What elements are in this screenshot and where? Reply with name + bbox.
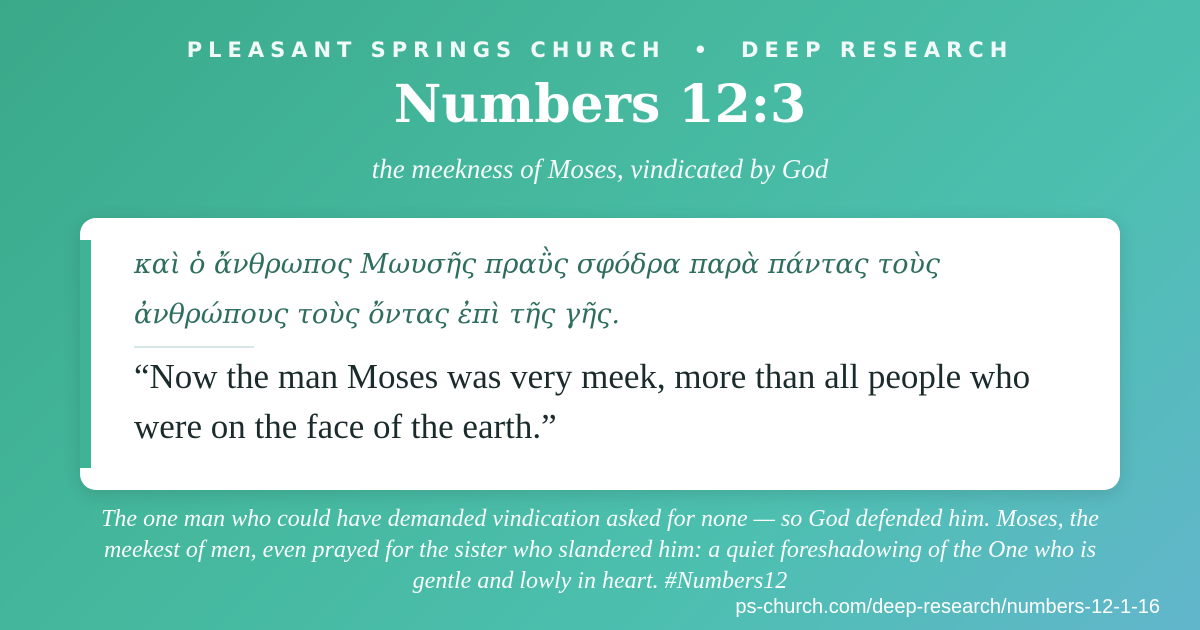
verse-card xyxy=(80,218,1120,490)
commentary-text: The one man who could have demanded vindication asked for none — so God defended him. Moses, the meekest of men, even prayed for the sister who slandered him: a quiet foreshadowing of the One who is gentle and lowly in heart. #Numbers12 xyxy=(101,506,1099,594)
page-title: Numbers 12:3 xyxy=(393,74,807,135)
english-verse: “Now the man Moses was very meek, more than all people who were on the face of the earth.” xyxy=(134,357,1031,446)
organization-name: PLEASANT SPRINGS CHURCH xyxy=(186,38,666,62)
page-url-link[interactable]: ps-church.com/deep-research/numbers-12-1-16 xyxy=(735,596,1160,618)
section-name: DEEP RESEARCH xyxy=(741,38,1014,62)
card-accent-bar xyxy=(80,240,91,468)
header-line xyxy=(0,38,1200,62)
verse-divider xyxy=(134,346,254,348)
page-subtitle: the meekness of Moses, vindicated by God xyxy=(371,154,829,184)
header-separator: • xyxy=(693,38,714,62)
greek-verse: καὶ ὁ ἄνθρωπος Μωυσῆς πραῢς σφόδρα παρὰ πάντας τοὺς ἀνθρώπους τοὺς ὄντας ἐπὶ τῆς γῆς. xyxy=(134,249,940,330)
